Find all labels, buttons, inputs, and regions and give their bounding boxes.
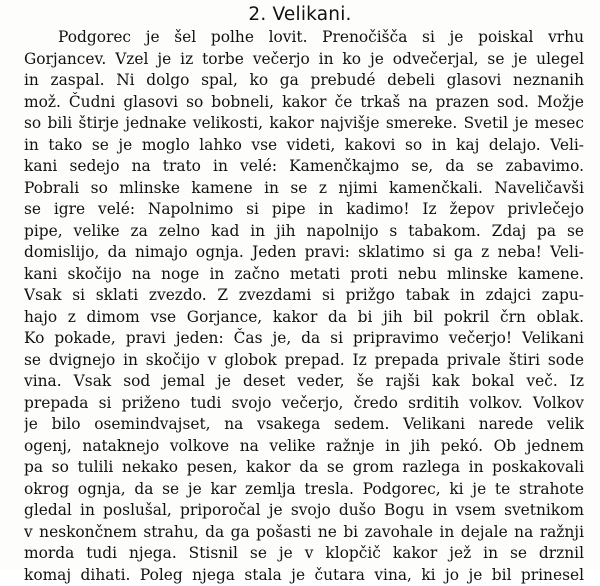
text-line: se igre velé: Napolnimo si pipe in kadimo! Iz žepov privlečejo <box>24 199 584 221</box>
text-line: kani skočijo na noge in začno metati proti nebu mlinske kamene. <box>24 264 584 286</box>
text-line: domislijo, da nimajo ognja. Jeden pravi: sklatimo si ga z neba! Veli- <box>24 242 584 264</box>
text-line: so bili štirje jednake velikosti, kakor najvišje smereke. Svetil je mesec <box>24 113 584 135</box>
text-line: vina. Vsak sod jemal je deset veder, še rajši kak bokal več. Iz <box>24 371 584 393</box>
page-title: 2. Velikani. <box>0 4 600 26</box>
text-line: je bilo osemindvajset, na vsakega sedem. Velikani narede velik <box>24 414 584 436</box>
text-line: Gorjancev. Vzel je iz torbe večerjo in ko je odvečerjal, se je ulegel <box>24 49 584 71</box>
text-line: pa so tulili nekako pesen, kakor da se grom razlega in poskakovali <box>24 457 584 479</box>
text-line: Podgorec je šel polhe lovit. Prenočišča si je poiskal vrhu <box>24 27 584 49</box>
body-text <box>24 27 584 586</box>
text-line: okrog ognja, da se je kar zemlja tresla. Podgorec, ki je te strahote <box>24 479 584 501</box>
text-line: komaj dihati. Poleg njega stala je čutara vina, ki jo je bil prinesel <box>24 565 584 586</box>
text-line: v neskončnem strahu, da ga pošasti ne bi zavohale in dejale na ražnji <box>24 522 584 544</box>
text-line: ogenj, nataknejo volkove na velike ražnje in jih pekó. Ob jednem <box>24 436 584 458</box>
text-line: hajo z dimom vse Gorjance, kakor da bi jih bil pokril črn oblak. <box>24 307 584 329</box>
text-line: gledal in poslušal, priporočal je svojo dušo Bogu in vsem svetnikom <box>24 500 584 522</box>
text-line: pipe, velike za zelno kad in jih napolnijo s tabakom. Zdaj pa se <box>24 221 584 243</box>
text-line: prepada si priženo tudi svojo večerjo, čredo srditih volkov. Volkov <box>24 393 584 415</box>
text-line: in zaspal. Ni dolgo spal, ko ga prebudé debeli glasovi neznanih <box>24 70 584 92</box>
text-line: Pobrali so mlinske kamene in se z njimi kamenčkali. Naveličavši <box>24 178 584 200</box>
text-line: se dvignejo in skočijo v globok prepad. Iz prepada privale štiri sode <box>24 350 584 372</box>
text-line: morda tudi njega. Stisnil se je v klopčič kakor jež in se drznil <box>24 543 584 565</box>
text-line: kani sedejo na trato in velé: Kamenčkajmo se, da se zabavimo. <box>24 156 584 178</box>
text-line: Ko pokade, pravi jeden: Čas je, da si pripravimo večerjo! Velikani <box>24 328 584 350</box>
text-line: Vsak si sklati zvezdo. Z zvezdami si prižgo tabak in zdajci zapu- <box>24 285 584 307</box>
text-line: in tako se je moglo lahko vse videti, kakovi so in kaj delajo. Veli- <box>24 135 584 157</box>
text-line: mož. Čudni glasovi so bobneli, kakor če trkaš na prazen sod. Možje <box>24 92 584 114</box>
